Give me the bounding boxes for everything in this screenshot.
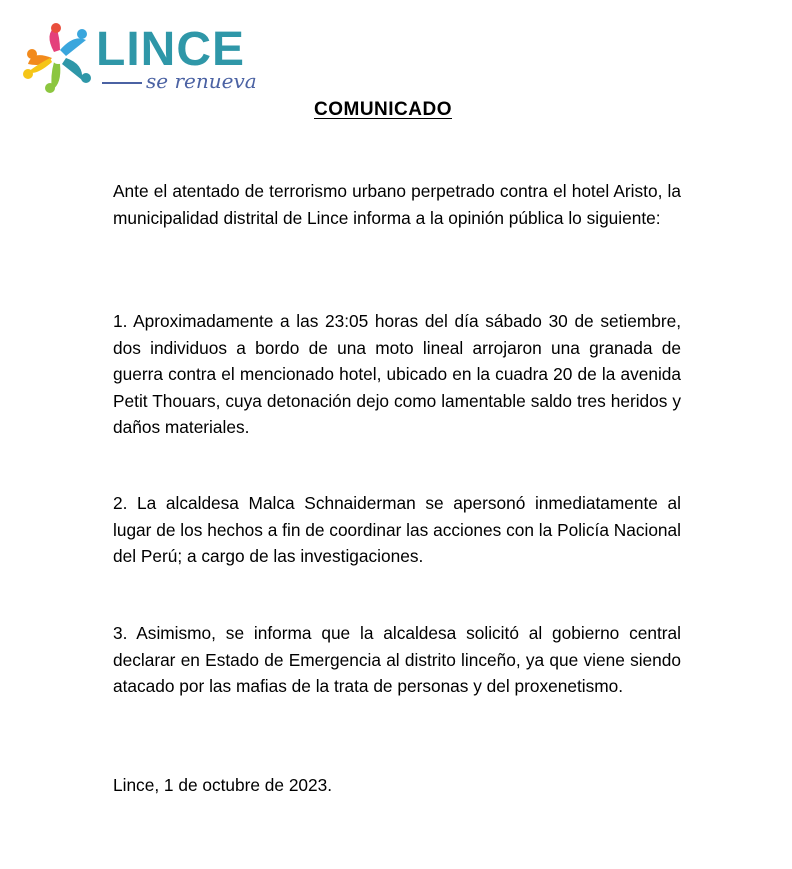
- intro-paragraph: Ante el atentado de terrorismo urbano perpetrado contra el hotel Aristo, la municipalidad distrital de Lince informa a la opinión pública lo siguiente:: [113, 181, 681, 228]
- people-circle-logo-icon: [22, 20, 94, 94]
- logo-slogan: se renueva: [146, 69, 257, 93]
- closing-date: Lince, 1 de octubre de 2023.: [113, 775, 333, 795]
- document-title: COMUNICADO: [314, 99, 452, 120]
- logo-wordmark: LINCE: [96, 23, 245, 76]
- point-2-paragraph: 2. La alcaldesa Malca Schnaiderman se apersonó inmediatamente al lugar de los hechos a fin de coordinar las acciones con la Policía Nacional del Perú; a cargo de las investigaciones.: [113, 493, 681, 566]
- point-3-paragraph: 3. Asimismo, se informa que la alcaldesa solicitó al gobierno central declarar en Estado de Emergencia al distrito linceño, ya que viene siendo atacado por las mafias de la trata de personas y del proxenetismo.: [113, 623, 681, 696]
- point-1-paragraph: 1. Aproximadamente a las 23:05 horas del día sábado 30 de setiembre, dos individuos a bordo de una moto lineal arrojaron una granada de guerra contra el mencionado hotel, ubicado en la cuadra 20 de la avenida Petit Thouars, cuya detonación dejo como lamentable saldo tres heridos y daños materiales.: [113, 311, 681, 437]
- lince-logo: [22, 20, 272, 100]
- logo-divider: [102, 82, 142, 84]
